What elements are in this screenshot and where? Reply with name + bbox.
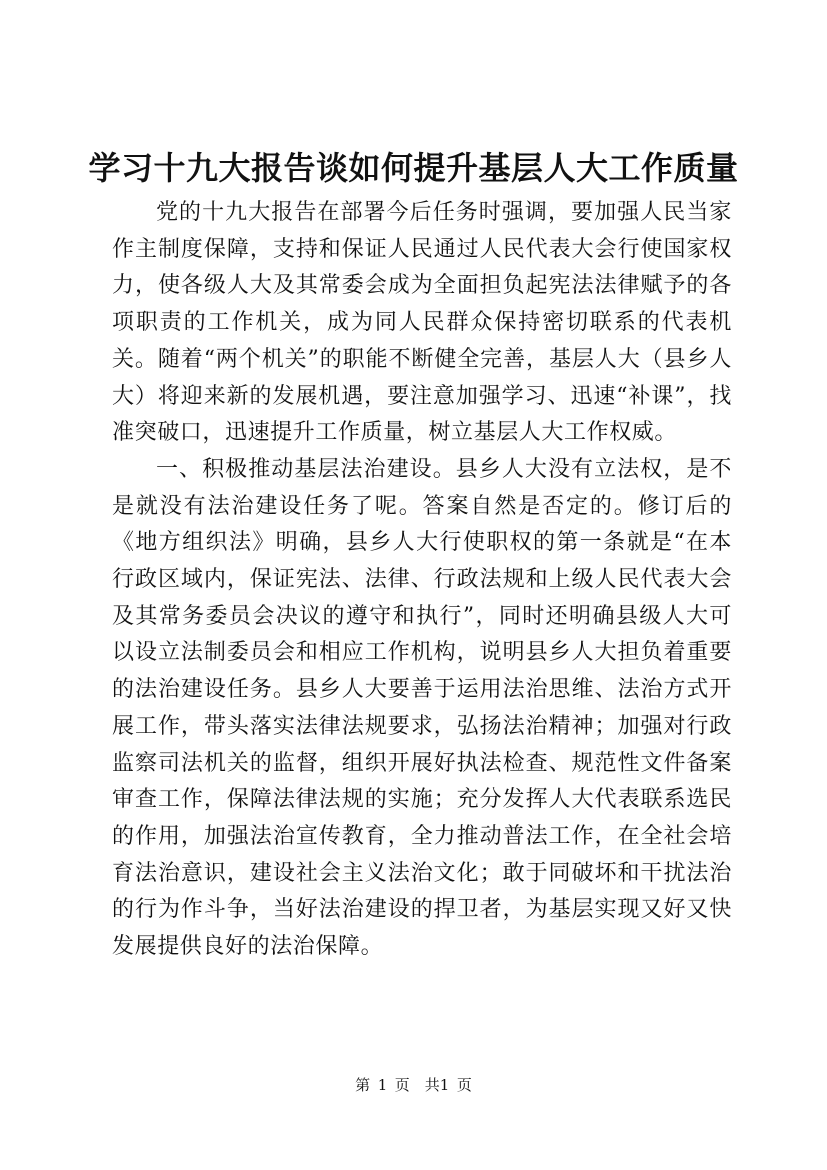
page-footer [0, 1075, 827, 1095]
total-pages: 1 [439, 1076, 450, 1094]
paragraph-intro: 党的十九大报告在部署今后任务时强调，要加强人民当家作主制度保障，支持和保证人民通过人民代表大会行使国家权力，使各级人大及其常委会成为全面担负起宪法法律赋予的各项职责的工作机关，成为同人民群众保持密切联系的代表机关。随着“两个机关”的职能不断健全完善，基层人大（县乡人大）将迎来新的发展机遇，要注意加强学习、迅速“补课”，找准突破口，迅速提升工作质量，树立基层人大工作权威。 [112, 200, 732, 446]
total-unit: 页 [456, 1076, 472, 1094]
page-unit: 页 [394, 1076, 410, 1094]
document-title: 学习十九大报告谈如何提升基层人大工作质量 [88, 149, 739, 187]
document-body [112, 195, 732, 966]
total-prefix: 共 [424, 1076, 440, 1094]
page-prefix: 第 [355, 1076, 371, 1094]
page-number: 1 [377, 1076, 388, 1094]
paragraph-section-one: 一、积极推动基层法治建设。县乡人大没有立法权，是不是就没有法治建设任务了呢。答案自然是否定的。修订后的《地方组织法》明确，县乡人大行使职权的第一条就是“在本行政区域内，保证宪法、法律、行政法规和上级人民代表大会及其常务委员会决议的遵守和执行”，同时还明确县级人大可以设立法制委员会和相应工作机构，说明县乡人大担负着重要的法治建设任务。县乡人大要善于运用法治思维、法治方式开展工作，带头落实法律法规要求，弘扬法治精神；加强对行政监察司法机关的监督，组织开展好执法检查、规范性文件备案审查工作，保障法律法规的实施；充分发挥人大代表联系选民的作用，加强法治宣传教育，全力推动普法工作，在全社会培育法治意识，建设社会主义法治文化；敢于同破坏和干扰法治的行为作斗争，当好法治建设的捍卫者，为基层实现又好又快发展提供良好的法治保障。 [112, 456, 732, 960]
